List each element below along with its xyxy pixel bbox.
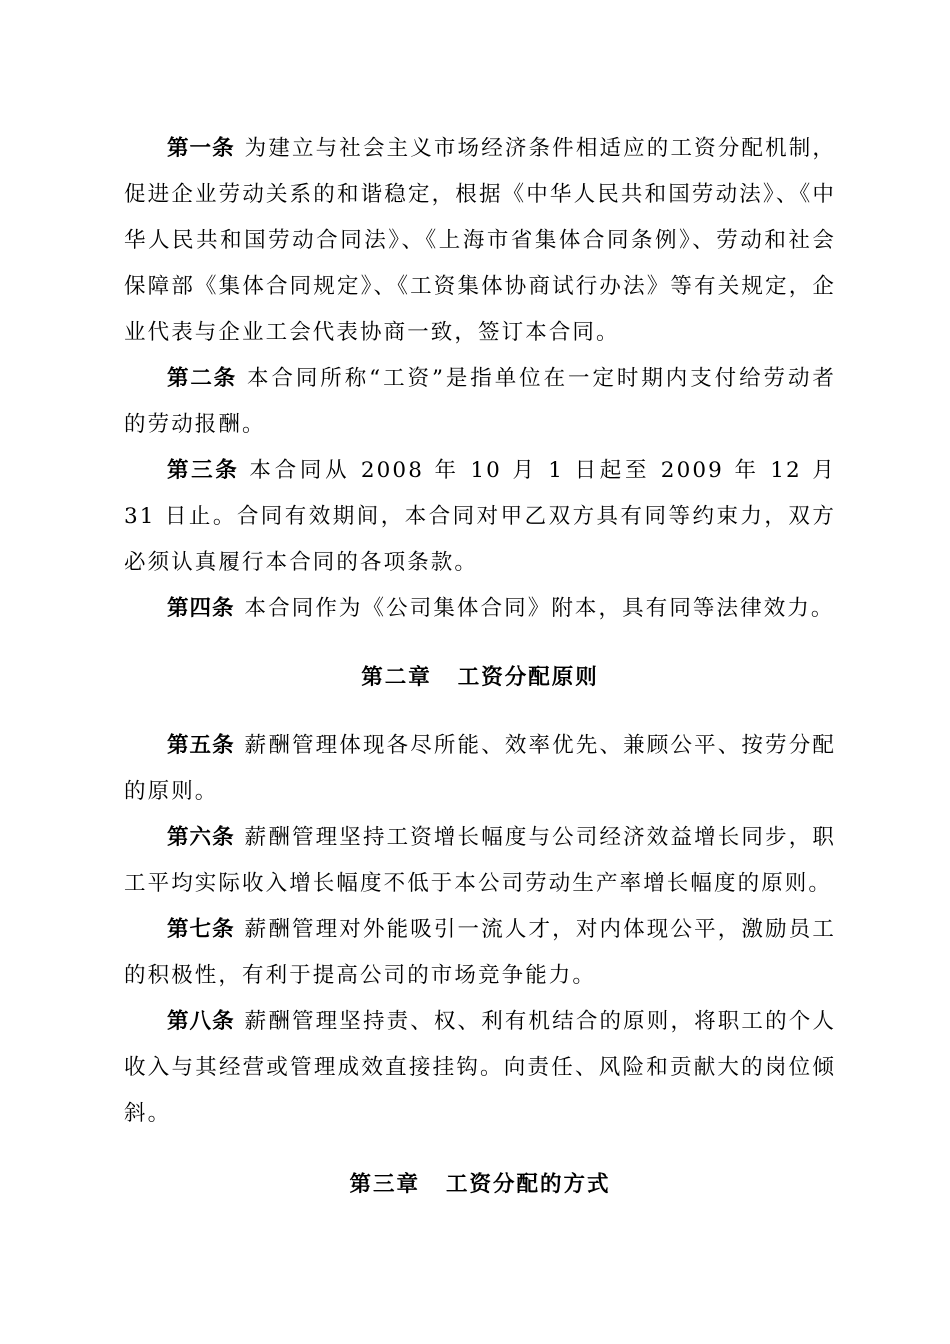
document-page: [124, 126, 836, 1198]
article-text: 为建立与社会主义市场经济条件相适应的工资分配机制，促进企业劳动关系的和谐稳定，根据《中华人民共和国劳动法》、《中华人民共和国劳动合同法》、《上海市省集体合同条例》、劳动和社会保障部《集体合同规定》、《工资集体协商试行办法》等有关规定，企业代表与企业工会代表协商一致，签订本合同。: [124, 136, 836, 345]
article-label: 第六条: [167, 825, 235, 850]
article-2: [124, 356, 836, 448]
article-7: [124, 907, 836, 999]
chapter-title: 工资分配的方式: [446, 1172, 611, 1197]
article-1: [124, 126, 836, 356]
article-label: 第五条: [167, 733, 235, 758]
article-text: 薪酬管理体现各尽所能、效率优先、兼顾公平、按劳分配的原则。: [124, 733, 836, 804]
article-5: [124, 723, 836, 815]
article-text: 本合同所称“工资”是指单位在一定时期内支付给劳动者的劳动报酬。: [124, 366, 836, 437]
chapter-heading: [124, 1167, 836, 1198]
article-4: [124, 586, 836, 632]
article-text: 本合同从 2008 年 10 月 1 日起至 2009 年 12 月 31 日止。合同有效期间，本合同对甲乙双方具有同等约束力，双方必须认真履行本合同的各项条款。: [124, 458, 836, 575]
article-8: [124, 999, 836, 1137]
article-6: [124, 815, 836, 907]
article-text: 薪酬管理坚持责、权、利有机结合的原则，将职工的个人收入与其经营或管理成效直接挂钩。向责任、风险和贡献大的岗位倾斜。: [124, 1009, 836, 1126]
chapter-title: 工资分配原则: [457, 665, 599, 690]
article-label: 第三条: [167, 458, 240, 483]
article-label: 第七条: [167, 917, 235, 942]
chapter-heading: [124, 660, 836, 691]
chapter-number: 第三章: [349, 1172, 420, 1197]
article-text: 薪酬管理坚持工资增长幅度与公司经济效益增长同步，职工平均实际收入增长幅度不低于本公司劳动生产率增长幅度的原则。: [124, 825, 836, 896]
article-text: 薪酬管理对外能吸引一流人才，对内体现公平，激励员工的积极性，有利于提高公司的市场竞争能力。: [124, 917, 836, 988]
chapter-number: 第二章: [361, 665, 432, 690]
article-3: [124, 448, 836, 586]
article-text: 本合同作为《公司集体合同》附本，具有同等法律效力。: [244, 596, 835, 621]
article-label: 第二条: [167, 366, 237, 391]
article-label: 第八条: [167, 1009, 235, 1034]
article-label: 第一条: [167, 136, 235, 161]
article-label: 第四条: [167, 596, 235, 621]
